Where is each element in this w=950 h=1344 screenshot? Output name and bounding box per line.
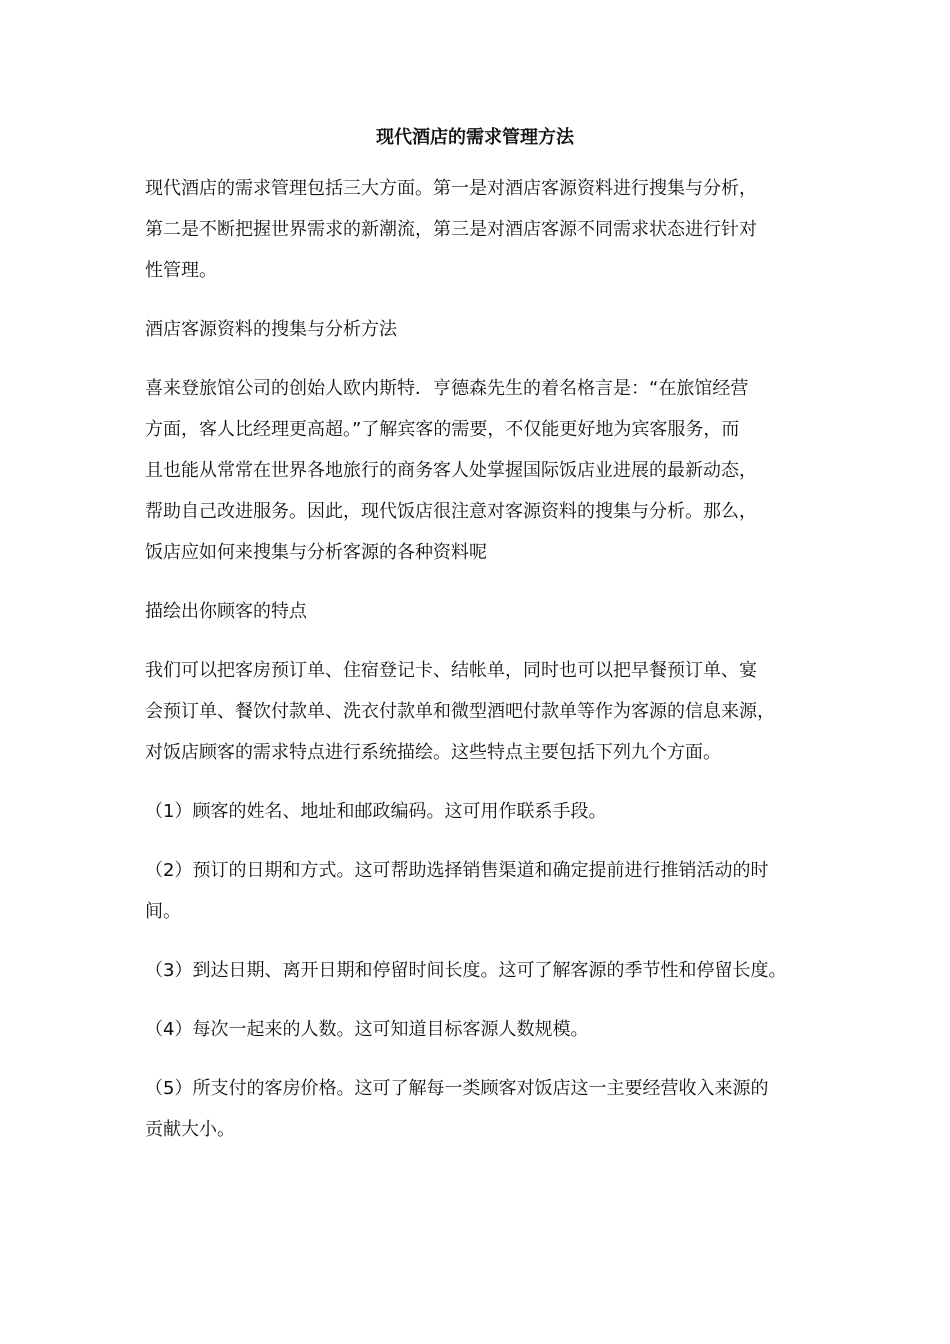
text-line: （3）到达日期、离开日期和停留时间长度。这可了解客源的季节性和停留长度。 [145, 960, 787, 981]
text-line: 描绘出你顾客的特点 [145, 601, 307, 622]
section-heading-source-data [145, 309, 825, 350]
text-line: （2）预订的日期和方式。这可帮助选择销售渠道和确定提前进行推销活动的时 [145, 860, 769, 881]
text-line: （5）所支付的客房价格。这可了解每一类顾客对饭店这一主要经营收入来源的 [145, 1078, 769, 1099]
text-line: 帮助自己改进服务。因此，现代饭店很注意对客源资料的搜集与分析。那么， [145, 501, 757, 522]
text-line: 饭店应如何来搜集与分析客源的各种资料呢 [145, 542, 487, 563]
list-item-2 [145, 850, 825, 932]
list-item-4 [145, 1009, 825, 1050]
text-line: 现代酒店的需求管理包括三大方面。第一是对酒店客源资料进行搜集与分析， [145, 178, 757, 199]
text-line: 对饭店顾客的需求特点进行系统描绘。这些特点主要包括下列九个方面。 [145, 742, 721, 763]
text-line: 间。 [145, 901, 181, 922]
text-line: 我们可以把客房预订单、住宿登记卡、结帐单，同时也可以把早餐预订单、宴 [145, 660, 757, 681]
sources-paragraph [145, 650, 825, 773]
list-item-1 [145, 791, 825, 832]
list-item-5 [145, 1068, 825, 1150]
text-line: 且也能从常常在世界各地旅行的商务客人处掌握国际饭店业进展的最新动态， [145, 460, 757, 481]
text-line: 酒店客源资料的搜集与分析方法 [145, 319, 397, 340]
text-line: 贡献大小。 [145, 1119, 235, 1140]
text-line: 第二是不断把握世界需求的新潮流，第三是对酒店客源不同需求状态进行针对 [145, 219, 757, 240]
quote-paragraph [145, 368, 825, 573]
list-item-3 [145, 950, 825, 991]
text-line: 喜来登旅馆公司的创始人欧内斯特．亨德森先生的着名格言是：“在旅馆经营 [145, 378, 749, 399]
document-title: 现代酒店的需求管理方法 [376, 127, 574, 148]
text-line: 会预订单、餐饮付款单、洗衣付款单和微型酒吧付款单等作为客源的信息来源， [145, 701, 775, 722]
section-heading-customer-traits [145, 591, 825, 632]
document-body [145, 168, 825, 1168]
text-line: 方面，客人比经理更高超。”了解宾客的需要，不仅能更好地为宾客服务，而 [145, 419, 740, 440]
text-line: （1）顾客的姓名、地址和邮政编码。这可用作联系手段。 [145, 801, 607, 822]
text-line: 性管理。 [145, 260, 217, 281]
intro-paragraph [145, 168, 825, 291]
text-line: （4）每次一起来的人数。这可知道目标客源人数规模。 [145, 1019, 589, 1040]
